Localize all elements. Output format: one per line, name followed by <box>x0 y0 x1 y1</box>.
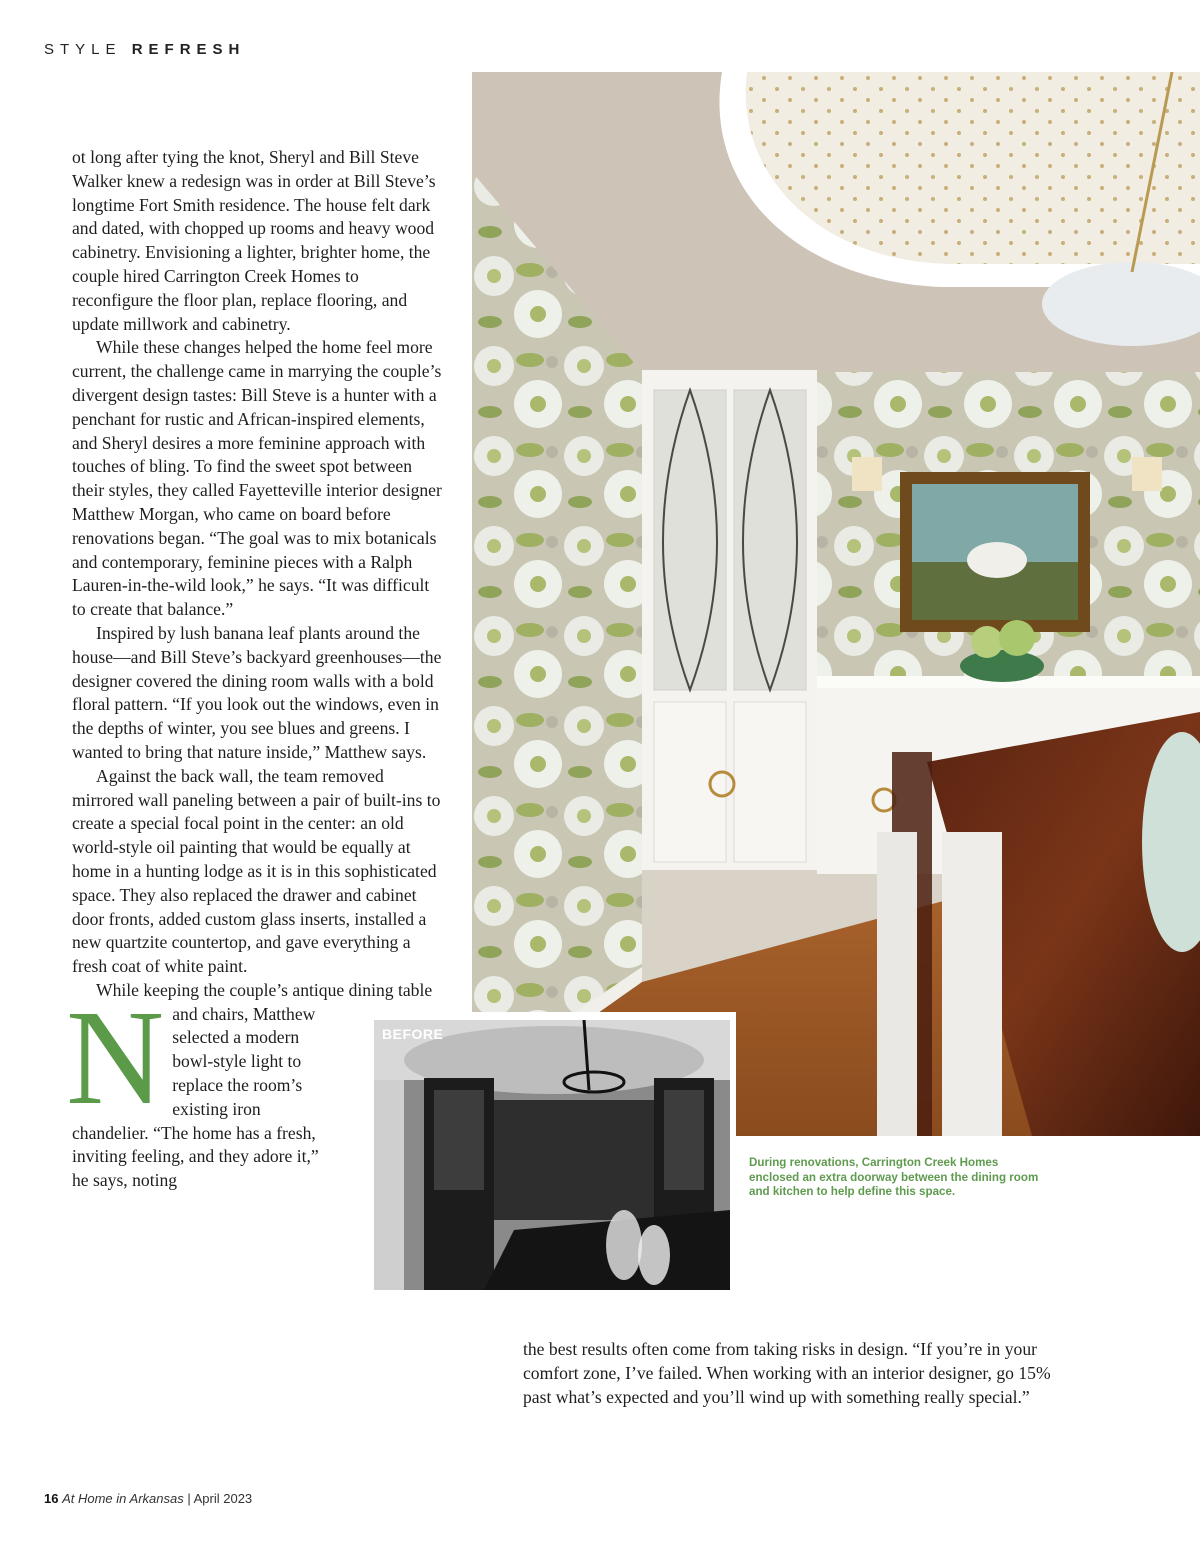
paragraph-2: While these changes helped the home feel more current, the challenge came in marrying the couple’s divergent design tastes: Bill Steve is a hunter with a penchant for rustic and African-inspired elements, and Sheryl desires a more feminine approach with touches of bling. To find the sweet spot between their styles, they called Fayetteville interior designer Matthew Morgan, who came on board before renovations began. “The goal was to mix botanicals and contemporary, feminine pieces with a Ralph Lauren-in-the-wild look,” he says. “It was difficult to create that balance.” <box>72 337 442 620</box>
paragraph-4: Against the back wall, the team removed mirrored wall paneling between a pair of built-ins to create a special focal point in the center: an old world-style oil painting that would be equally at home in a hunting lodge as it is in this sophisticated space. They also replaced the drawer and cabinet door fronts, added custom glass inserts, installed a new quartzite countertop, and gave everything a fresh coat of white paint. <box>72 765 441 977</box>
page-folio <box>44 1491 252 1506</box>
paragraph-3: Inspired by lush banana leaf plants around the house—and Bill Steve’s backyard greenhouses—the designer covered the dining room walls with a bold floral pattern. “If you look out the windows, even in the depths of winter, you see blues and greens. I wanted to bring that nature inside,” Matthew says. <box>72 622 442 762</box>
paragraph-1-text: ot long after tying the knot, Sheryl and Bill Steve Walker knew a redesign was in order at Bill Steve’s longtime Fort Smith residence. The house felt dark and dated, with chopped up rooms and heavy wood cabinetry. Envisioning a lighter, brighter home, the couple hired Carrington Creek Homes to reconfigure the floor plan, replace flooring, and update millwork and cabinetry. <box>72 147 436 334</box>
paragraph-5-continued: the best results often come from taking risks in design. “If you’re in your comfort zone, I’ve failed. When working with an interior designer, go 15% past what’s expected and you’ll wind up with something really special.” <box>523 1339 1051 1407</box>
section-label-light: STYLE <box>44 41 122 58</box>
before-label: BEFORE <box>382 1026 444 1042</box>
before-photo <box>366 1012 736 1290</box>
drop-cap: N <box>66 983 165 1133</box>
main-dining-room-photo <box>472 72 1200 1136</box>
section-label <box>44 41 245 58</box>
article-column-2 <box>523 1338 1083 1409</box>
paragraph-5: While keeping the couple’s antique dining table and chairs, Matthew selected a modern bowl-style light to replace the room’s existing iron chandelier. “The home has a fresh, inviting feeling, and they adore it,” he says, noting <box>72 979 433 1191</box>
section-label-bold: REFRESH <box>131 41 246 58</box>
publication-name: At Home in Arkansas <box>62 1491 184 1506</box>
dining-room-illustration <box>472 72 1200 1136</box>
issue-date: | April 2023 <box>187 1491 253 1506</box>
page-number: 16 <box>44 1491 59 1506</box>
before-photo-illustration <box>374 1020 730 1290</box>
photo-caption: During renovations, Carrington Creek Homes enclosed an extra doorway between the dining room and kitchen to help define this space. <box>749 1156 1039 1198</box>
